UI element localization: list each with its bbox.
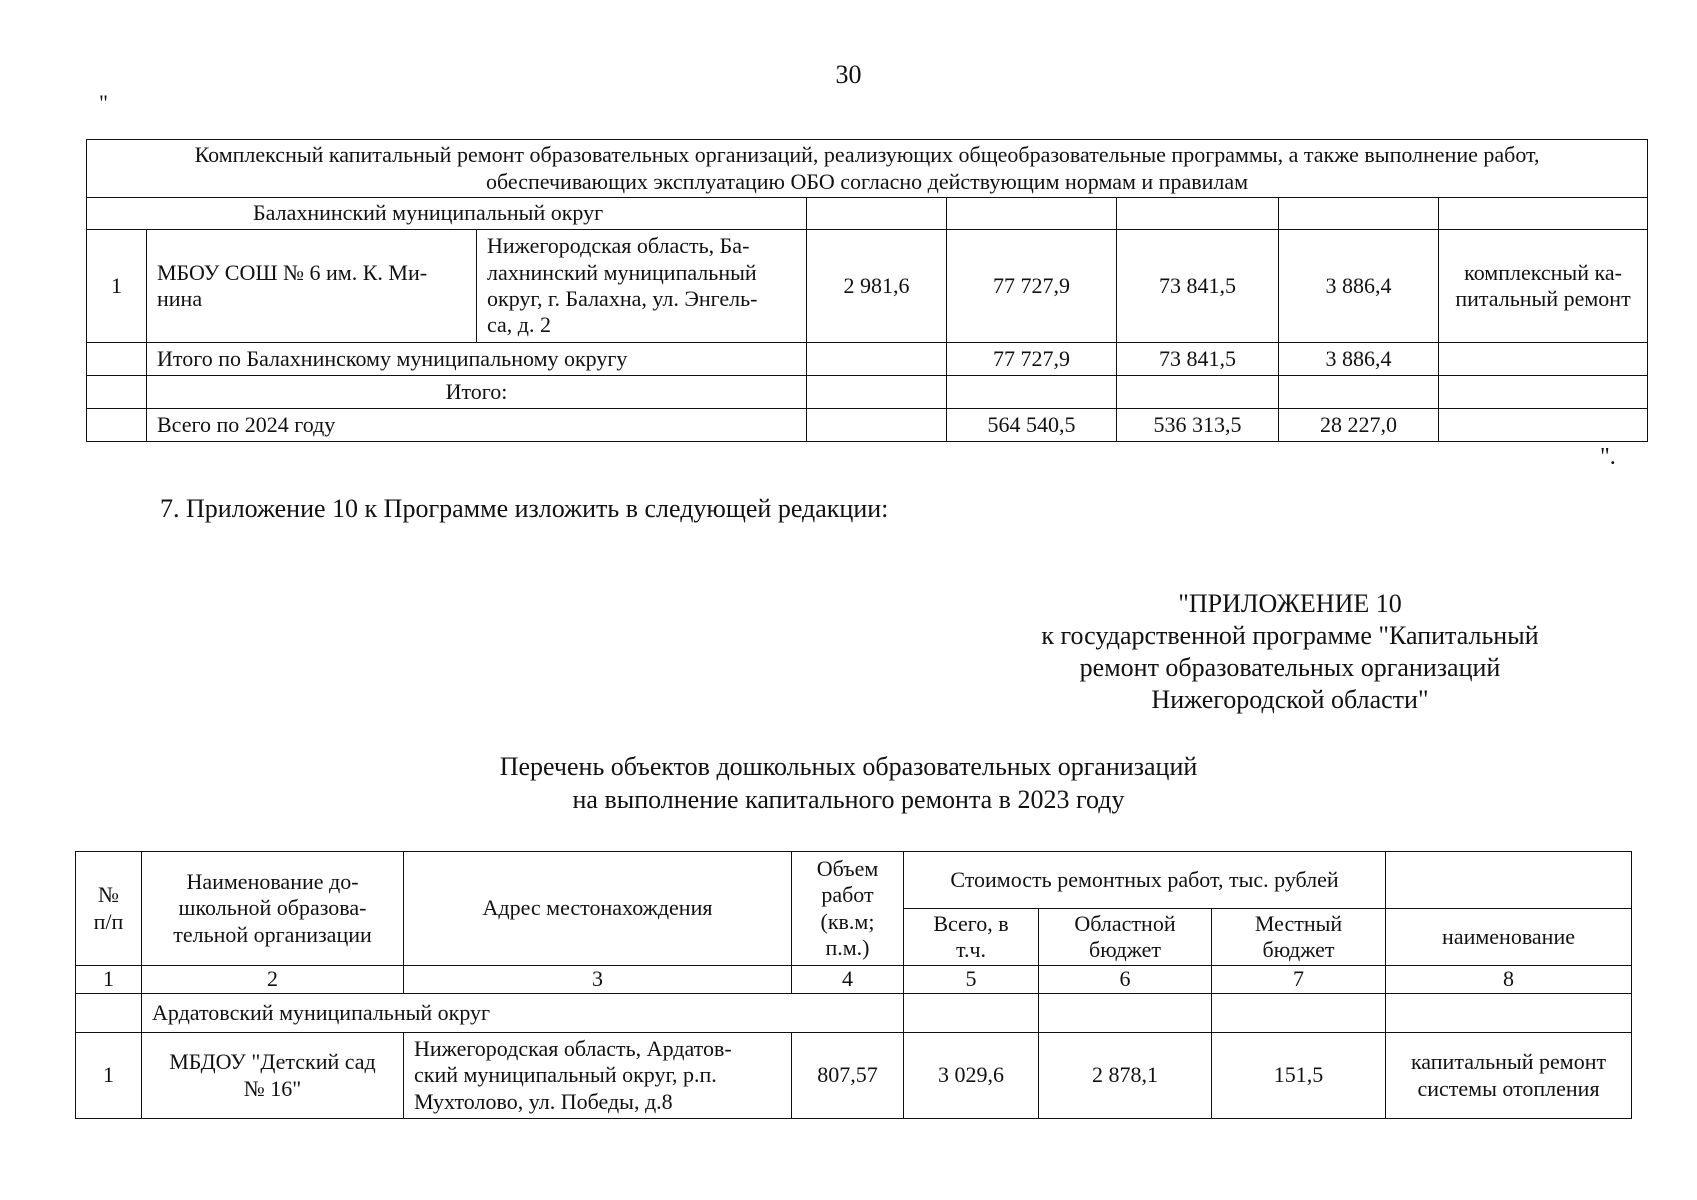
appendix-line-4: Нижегородской области" (1151, 685, 1429, 714)
district-total-sum: 77 727,9 (947, 343, 1117, 376)
row-number: 1 (87, 230, 147, 343)
header-work-top (1386, 852, 1632, 909)
preschool-repair-table-2023 (75, 851, 1632, 1119)
appendix-heading (960, 588, 1620, 716)
empty-cell (807, 198, 947, 230)
opening-quote-mark: " (99, 90, 108, 115)
cost-local: 151,5 (1212, 1033, 1386, 1119)
empty-cell (807, 409, 947, 442)
section-header-line-1: Комплексный капитальный ремонт образовательных организаций, реализующих общеобразовательные программы, а также выполнение работ, (194, 142, 1540, 168)
empty-cell (1117, 376, 1279, 409)
district-row (76, 994, 1632, 1033)
empty-cell (1279, 376, 1439, 409)
header-address: Адрес местонахождения (404, 852, 792, 966)
column-number-row (76, 966, 1632, 994)
empty-cell (807, 343, 947, 376)
appendix-line-2: к государственной программе "Капитальный (1041, 621, 1539, 650)
column-number: 1 (76, 966, 142, 994)
grand-total-label: Всего по 2024 году (147, 409, 807, 442)
section-header-line-2: обеспечивающих эксплуатацию ОБО согласно действующим нормам и правилам (486, 168, 1249, 194)
cost-regional: 2 878,1 (1039, 1033, 1212, 1119)
list-title-line-2: на выполнение капитального ремонта в 2023 году (572, 785, 1125, 814)
table-row (87, 230, 1648, 343)
organization-address: Нижегородская область, Ардатов- ский муниципальный округ, р.п. Мухтолово, ул. Победы, д.8 (404, 1033, 792, 1119)
header-cost-regional: Областной бюджет (1039, 909, 1212, 966)
column-number: 2 (142, 966, 404, 994)
column-number: 3 (404, 966, 792, 994)
appendix-line-3: ремонт образовательных организаций (1079, 653, 1501, 682)
empty-cell (1439, 343, 1648, 376)
empty-cell (1117, 198, 1279, 230)
organization-name: МБОУ СОШ № 6 им. К. Ми- нина (147, 230, 477, 343)
column-number: 8 (1386, 966, 1632, 994)
column-number: 5 (904, 966, 1039, 994)
column-number: 4 (792, 966, 904, 994)
district-total-label: Итого по Балахнинскому муниципальному округу (147, 343, 807, 376)
empty-cell (87, 376, 147, 409)
section-header-cell (87, 140, 1648, 198)
district-total-local: 3 886,4 (1279, 343, 1439, 376)
empty-cell (1439, 198, 1648, 230)
itogo-label: Итого: (147, 376, 807, 409)
header-volume: Объем работ (кв.м; п.м.) (792, 852, 904, 966)
grand-total-local: 28 227,0 (1279, 409, 1439, 442)
district-total-regional: 73 841,5 (1117, 343, 1279, 376)
empty-cell (87, 409, 147, 442)
grand-total-sum: 564 540,5 (947, 409, 1117, 442)
district-row (87, 198, 1648, 230)
organization-address: Нижегородская область, Ба- лахнинский муниципальный округ, г. Балахна, ул. Энгель- са, д. 2 (477, 230, 807, 343)
page-number: 30 (835, 60, 862, 89)
empty-cell (807, 376, 947, 409)
district-total-row (87, 343, 1648, 376)
cost-total: 3 029,6 (904, 1033, 1039, 1119)
empty-cell (1279, 198, 1439, 230)
header-cost-total: Всего, в т.ч. (904, 909, 1039, 966)
cost-regional: 73 841,5 (1117, 230, 1279, 343)
amendment-paragraph: 7. Приложение 10 к Программе изложить в следующей редакции: (160, 494, 889, 523)
empty-cell (1439, 409, 1648, 442)
header-organization-name: Наименование до- школьной образова- тельной организации (142, 852, 404, 966)
district-name: Балахнинский муниципальный округ (87, 198, 807, 230)
column-number: 6 (1039, 966, 1212, 994)
table-header-row (76, 852, 1632, 909)
empty-cell (1212, 994, 1386, 1033)
row-number: 1 (76, 1033, 142, 1119)
appendix-line-1: "ПРИЛОЖЕНИЕ 10 (1178, 589, 1402, 618)
cost-local: 3 886,4 (1279, 230, 1439, 343)
empty-cell (1439, 376, 1648, 409)
grand-total-regional: 536 313,5 (1117, 409, 1279, 442)
itogo-row (87, 376, 1648, 409)
cost-total: 77 727,9 (947, 230, 1117, 343)
grand-total-row (87, 409, 1648, 442)
header-cost-group: Стоимость ремонтных работ, тыс. рублей (904, 852, 1386, 909)
empty-cell (947, 198, 1117, 230)
header-cost-local: Местный бюджет (1212, 909, 1386, 966)
empty-cell (904, 994, 1039, 1033)
table-row (76, 1033, 1632, 1119)
header-work-name: наименование (1386, 909, 1632, 966)
empty-cell (1039, 994, 1212, 1033)
work-type: комплексный ка- питальный ремонт (1439, 230, 1648, 343)
header-num: № п/п (76, 852, 142, 966)
empty-cell (947, 376, 1117, 409)
column-number: 7 (1212, 966, 1386, 994)
work-type: капитальный ремонт системы отопления (1386, 1033, 1632, 1119)
work-volume: 807,57 (792, 1033, 904, 1119)
empty-cell (87, 343, 147, 376)
closing-quote-mark: ". (1600, 444, 1616, 470)
empty-cell (1386, 994, 1632, 1033)
district-name: Ардатовский муниципальный округ (142, 994, 904, 1033)
work-volume: 2 981,6 (807, 230, 947, 343)
list-title-line-1: Перечень объектов дошкольных образовательных организаций (499, 752, 1198, 781)
list-title (0, 750, 1697, 816)
capital-repair-table-2024 (86, 139, 1648, 442)
organization-name: МБДОУ "Детский сад № 16" (142, 1033, 404, 1119)
empty-cell (76, 994, 142, 1033)
table-header-row (87, 140, 1648, 198)
